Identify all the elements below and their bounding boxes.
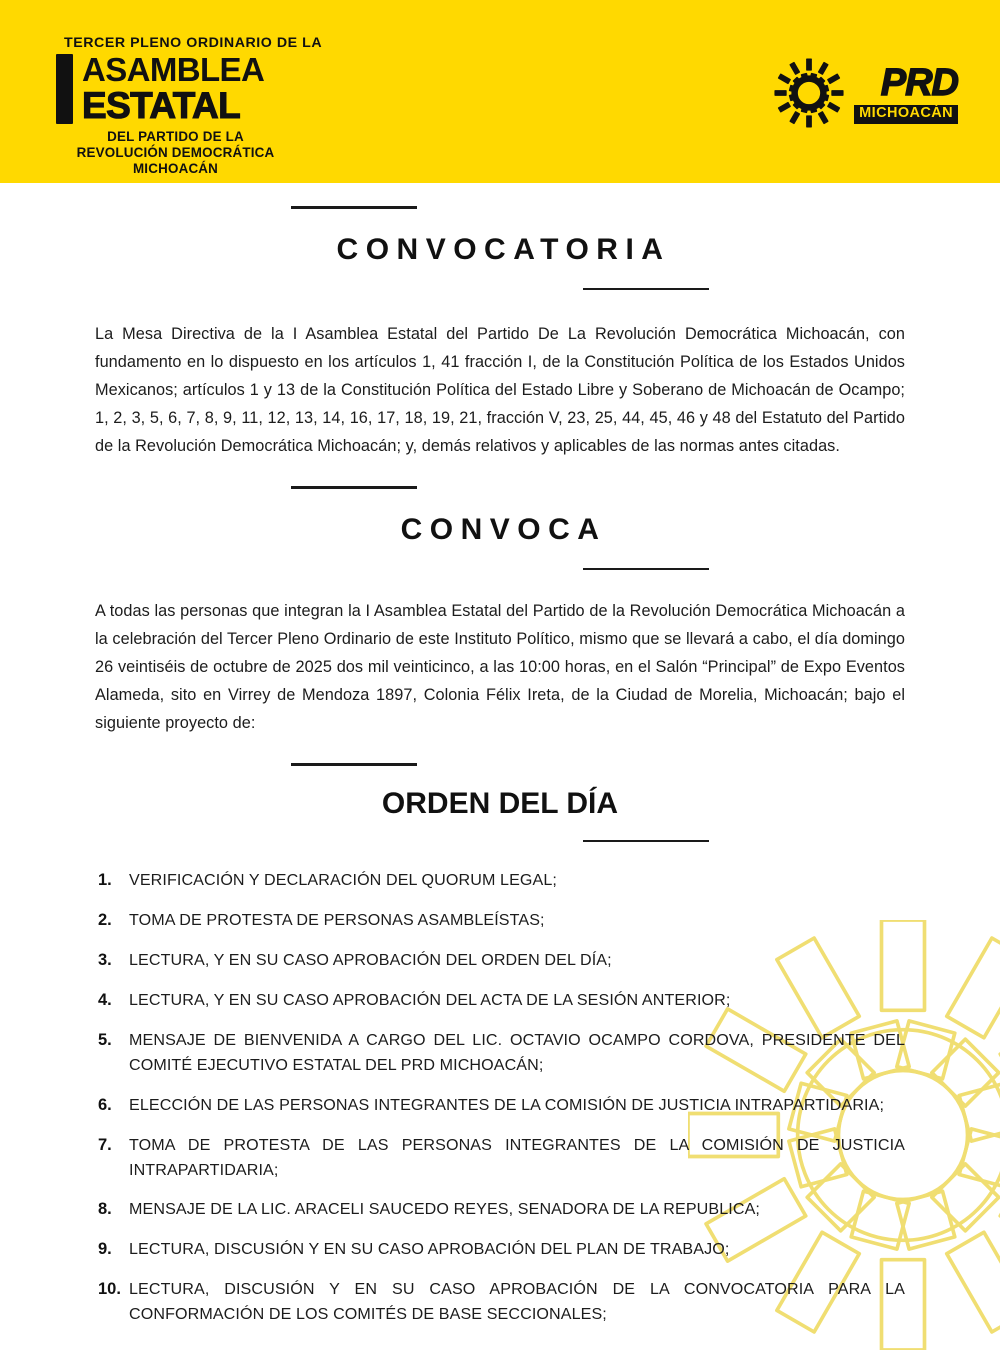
assembly-logo: [56, 36, 322, 178]
agenda-item-text: LECTURA, DISCUSIÓN Y EN SU CASO APROBACIÓN DEL PLAN DE TRABAJO;: [129, 1240, 730, 1259]
agenda-item-text: LECTURA, Y EN SU CASO APROBACIÓN DEL ACTA DE LA SESIÓN ANTERIOR;: [129, 991, 731, 1010]
heading-rule-bottom: [583, 288, 709, 291]
roman-numeral-one-mark: [56, 54, 73, 123]
agenda-item: [95, 988, 905, 1014]
paragraph-convocatoria: La Mesa Directiva de la I Asamblea Estatal del Partido De La Revolución Democrática Michoacán, con fundamento en lo dispuesto en los artículos 1, 41 fracción I, de la Constitución Política de los Estados Unidos Mexicanos; artículos 1 y 13 de la Constitución Política del Estado Libre y Soberano de Michoacán de Ocampo; 1, 2, 3, 5, 6, 7, 8, 9, 11, 12, 13, 14, 16, 17, 18, 19, 21, fracción V, 23, 25, 44, 45, 46 y 48 del Estatuto del Partido de la Revolución Democrática Michoacán; y, demás relativos y aplicables de las normas antes citadas.: [95, 325, 905, 456]
assembly-title-line1: ASAMBLEA: [82, 51, 265, 89]
agenda-item: [95, 908, 905, 934]
heading-rule-bottom: [583, 840, 709, 843]
agenda-item-number: 6.: [98, 1095, 112, 1114]
heading-convocatoria-label: CONVOCATORIA: [336, 232, 671, 266]
agenda-item-number: 4.: [98, 991, 112, 1010]
agenda-item: [95, 1133, 905, 1183]
section-heading-orden-del-dia: [95, 763, 905, 842]
prd-logo: [773, 57, 958, 134]
assembly-title: [56, 51, 322, 126]
agenda-item: [95, 948, 905, 974]
assembly-kicker: TERCER PLENO ORDINARIO DE LA: [64, 35, 323, 51]
agenda-item-number: 1.: [98, 871, 112, 890]
agenda-item-number: 3.: [98, 951, 112, 970]
section-heading-convocatoria: [95, 206, 905, 290]
agenda-item-text: LECTURA, Y EN SU CASO APROBACIÓN DEL ORDEN DEL DÍA;: [129, 951, 612, 970]
heading-convoca-label: CONVOCA: [400, 512, 607, 546]
agenda-item: [95, 1197, 905, 1223]
agenda-item-text: TOMA DE PROTESTA DE LAS PERSONAS INTEGRANTES DE LA COMISIÓN DE JUSTICIA INTRAPARTIDARIA;: [129, 1135, 905, 1179]
heading-rule-top: [291, 206, 417, 209]
agenda-item-number: 7.: [98, 1135, 112, 1154]
agenda-item-text: ELECCIÓN DE LAS PERSONAS INTEGRANTES DE LA COMISIÓN DE JUSTICIA INTRAPARTIDARIA;: [129, 1095, 885, 1114]
paragraph-convoca: A todas las personas que integran la I Asamblea Estatal del Partido de la Revolución Democrática Michoacán a la celebración del Tercer Pleno Ordinario de este Instituto Político, mismo que se llevará a cabo, el día domingo 26 veintiséis de octubre de 2025 dos mil veinticinco, a las 10:00 horas, en el Salón “Principal” de Expo Eventos Alameda, sito en Virrey de Mendoza 1897, Colonia Félix Ireta, de la Ciudad de Morelia, Michoacán; bajo el siguiente proyecto de:: [95, 602, 905, 733]
agenda-item-text: LECTURA, DISCUSIÓN Y EN SU CASO APROBACIÓN DE LA CONVOCATORIA PARA LA CONFORMACIÓN DE LOS COMITÉS DE BASE SECCIONALES;: [129, 1280, 905, 1324]
agenda-item: [95, 1237, 905, 1263]
heading-rule-top: [291, 763, 417, 766]
agenda-item: [95, 1093, 905, 1119]
agenda-item-text: TOMA DE PROTESTA DE PERSONAS ASAMBLEÍSTAS;: [129, 911, 545, 930]
agenda-item-number: 9.: [98, 1240, 112, 1259]
agenda-item-number: 2.: [98, 911, 112, 930]
agenda-item-number: 10.: [98, 1280, 121, 1299]
agenda-item-text: MENSAJE DE LA LIC. ARACELI SAUCEDO REYES, SENADORA DE LA REPUBLICA;: [129, 1200, 760, 1219]
prd-name: PRD: [880, 62, 958, 105]
agenda-item-number: 5.: [98, 1031, 112, 1050]
prd-sun-icon: [773, 57, 845, 134]
agenda-item-number: 8.: [98, 1200, 112, 1219]
agenda-item: [95, 868, 905, 894]
heading-rule-bottom: [583, 568, 709, 571]
agenda-item: [95, 1028, 905, 1078]
prd-wordmark: [854, 62, 958, 124]
heading-rule-top: [291, 486, 417, 489]
heading-orden-del-dia-label: ORDEN DEL DÍA: [381, 786, 619, 820]
header-band: [0, 0, 1000, 183]
assembly-title-line2: ESTATAL: [82, 84, 241, 126]
agenda-list: [95, 868, 905, 1327]
prd-state-label: MICHOACÁN: [854, 105, 958, 124]
section-heading-convoca: [95, 486, 905, 570]
agenda-item-text: MENSAJE DE BIENVENIDA A CARGO DEL LIC. OCTAVIO OCAMPO CORDOVA, PRESIDENTE DEL COMITÉ EJECUTIVO ESTATAL DEL PRD MICHOACÁN;: [129, 1031, 905, 1075]
agenda-item-text: VERIFICACIÓN Y DECLARACIÓN DEL QUORUM LEGAL;: [129, 871, 557, 890]
agenda-item: [95, 1277, 905, 1327]
assembly-subtitle: DEL PARTIDO DE LA REVOLUCIÓN DEMOCRÁTICA MICHOACÁN: [76, 128, 275, 177]
document-body: [0, 183, 1000, 1327]
